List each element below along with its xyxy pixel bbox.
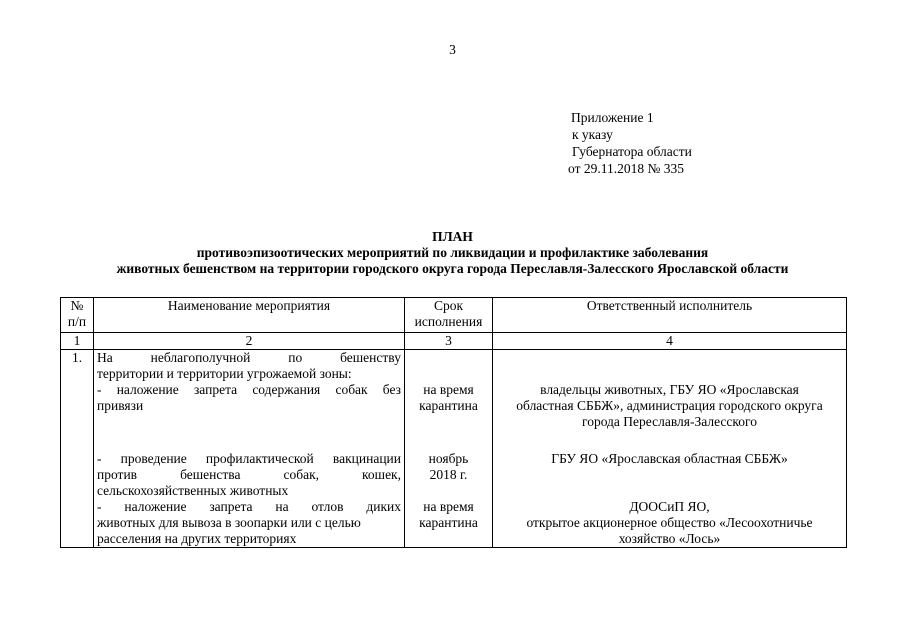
header-executor	[493, 298, 847, 333]
intro-word: бешенству	[340, 350, 401, 365]
executor-line: открытое акционерное общество «Лесоохотничье	[526, 515, 813, 530]
measure-name-line: привязи	[97, 398, 144, 413]
title-line: ПЛАН	[432, 229, 473, 244]
spacer	[493, 467, 846, 499]
measure-executors	[493, 350, 847, 548]
measure-intro-line	[97, 350, 401, 366]
term-line: карантина	[419, 515, 478, 530]
header-executor-text: Ответственный исполнитель	[586, 298, 753, 313]
appendix-date-line: от 29.11.2018 № 335	[568, 161, 684, 176]
row-number-text: 1.	[71, 350, 83, 365]
appendix-line: к указу	[572, 127, 613, 142]
measure-name-line: сельскохозяйственных животных	[97, 483, 289, 498]
page-number: 3	[449, 42, 456, 57]
title-line: противоэпизоотических мероприятий по ликвидации и профилактике заболевания	[196, 245, 709, 260]
measure-name-line: животных для вывоза в зоопарки или с целью	[97, 515, 361, 530]
column-index: 3	[405, 333, 493, 350]
executor-line: ДООСиП ЯО,	[629, 499, 710, 514]
measure-name-line: - наложение запрета содержания собак без	[97, 382, 401, 397]
table-header-row	[61, 298, 847, 333]
measure-name-line: против бешенства собак, кошек,	[97, 467, 401, 482]
spacer	[493, 430, 846, 451]
title-line: животных бешенством на территории городского округа города Переславля-Залесского Ярославской области	[116, 261, 789, 276]
header-num-line: п/п	[67, 314, 87, 329]
intro-word: На	[97, 350, 113, 365]
executor-line: ГБУ ЯО «Ярославская областная СББЖ»	[551, 451, 788, 466]
plan-table	[60, 297, 847, 548]
intro-word: по	[288, 350, 303, 365]
header-term	[405, 298, 493, 333]
executor-line: областная СББЖ», администрация городского округа	[516, 398, 823, 413]
document-title	[0, 229, 905, 277]
header-name-text: Наименование мероприятия	[167, 298, 331, 313]
header-term-line: исполнения	[414, 314, 483, 329]
row-number	[61, 350, 94, 548]
intro-word: неблагополучной	[150, 350, 251, 365]
spacer	[493, 350, 846, 382]
spacer	[405, 414, 492, 451]
table-row	[61, 350, 847, 548]
executor-line: владельцы животных, ГБУ ЯО «Ярославская	[540, 382, 799, 397]
spacer	[405, 350, 492, 382]
appendix-line: Губернатора области	[572, 144, 692, 159]
measure-name-line: расселения на других территориях	[97, 531, 297, 546]
term-line: 2018 г.	[429, 467, 468, 482]
measure-names	[94, 350, 405, 548]
measure-intro-line: территории и территории угрожаемой зоны:	[97, 366, 352, 381]
term-line: на время	[423, 499, 474, 514]
measure-terms	[405, 350, 493, 548]
term-line: на время	[423, 382, 474, 397]
column-index-row	[61, 333, 847, 350]
executor-line: города Переславля-Залесского	[582, 414, 757, 429]
appendix-line: Приложение 1	[571, 110, 654, 125]
appendix-block	[568, 110, 871, 178]
header-num	[61, 298, 94, 333]
column-index: 1	[61, 333, 94, 350]
spacer	[97, 414, 401, 451]
term-line: карантина	[419, 398, 478, 413]
column-index: 2	[94, 333, 405, 350]
measure-name-line: - проведение профилактической вакцинации	[97, 451, 401, 466]
header-num-line: №	[70, 298, 84, 313]
term-line: ноябрь	[428, 451, 469, 466]
executor-line: хозяйство «Лось»	[618, 531, 721, 546]
header-name	[94, 298, 405, 333]
column-index: 4	[493, 333, 847, 350]
measure-name-line: - наложение запрета на отлов диких	[97, 499, 401, 514]
header-term-line: Срок	[433, 298, 464, 313]
spacer	[405, 483, 492, 499]
